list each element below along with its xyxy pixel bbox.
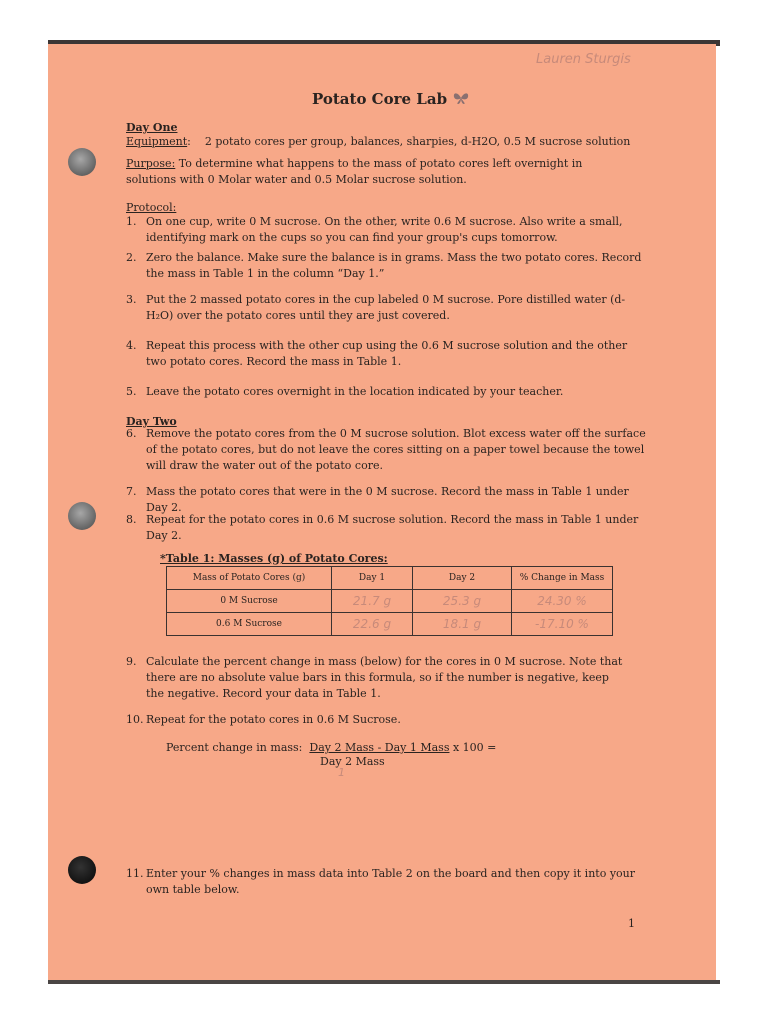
protocol-step-3: 3. Put the 2 massed potato cores in the cup labeled 0 M sucrose. Pore distilled water (d-H₂O) over the potato cores until they are just covered. (126, 293, 626, 322)
formula-numerator: Day 2 Mass - Day 1 Mass (309, 741, 450, 754)
table-header-cell: Day 2 (413, 567, 512, 590)
table-caption: *Table 1: Masses (g) of Potato Cores: (160, 552, 388, 565)
equipment-line: Equipment: 2 potato cores per group, balances, sharpies, d-H2O, 0.5 M sucrose solution (126, 135, 631, 148)
purpose-text: To determine what happens to the mass of potato cores left overnight in solutions with 0 Molar water and 0.5 Molar sucrose solution. (126, 157, 583, 186)
day-one-heading: Day One (126, 121, 178, 134)
page-title (312, 90, 470, 108)
worksheet-page (48, 44, 716, 980)
equipment-label: Equipment (126, 135, 188, 148)
protocol-label: Protocol: (126, 201, 177, 214)
equipment-text: 2 potato cores per group, balances, sharpies, d-H2O, 0.5 M sucrose solution (204, 135, 631, 148)
table-row (167, 590, 613, 613)
row-label: 0.6 M Sucrose (167, 613, 332, 636)
percent-change: -17.10 % (512, 613, 613, 636)
row-label: 0 M Sucrose (167, 590, 332, 613)
table-header-cell: Mass of Potato Cores (g) (167, 567, 332, 590)
page-shadow-bottom (48, 980, 720, 984)
protocol-step-5: 5. Leave the potato cores overnight in the location indicated by your teacher. (126, 385, 564, 398)
table-header-cell: % Change in Mass (512, 567, 613, 590)
table-row (167, 613, 613, 636)
step-11: 11. Enter your % changes in mass data into Table 2 on the board and then copy it into your own table below. (126, 867, 636, 896)
masses-table (166, 566, 613, 636)
formula-label: Percent change in mass: (166, 741, 303, 754)
day1-mass: 22.6 g (332, 613, 413, 636)
protocol-step-2: 2. Zero the balance. Make sure the balance is in grams. Mass the two potato cores. Record the mass in Table 1 in the column “Day 1.” (126, 251, 642, 280)
binder-hole (68, 148, 96, 176)
step-10: 10. Repeat for the potato cores in 0.6 M Sucrose. (126, 713, 401, 726)
protocol-step-1: 1. On one cup, write 0 M sucrose. On the other, write 0.6 M sucrose. Also write a small, identifying mark on the cups so you can find your group's cups tomorrow. (126, 215, 623, 244)
protocol-step-4: 4. Repeat this process with the other cup using the 0.6 M sucrose solution and the other two potato cores. Record the mass in Table 1. (126, 339, 628, 368)
binder-hole (68, 502, 96, 530)
purpose-label: Purpose: (126, 157, 176, 170)
table-header-row (167, 567, 613, 590)
day2-mass: 18.1 g (413, 613, 512, 636)
page-number: 1 (628, 917, 635, 930)
day1-mass: 21.7 g (332, 590, 413, 613)
formula-suffix: x 100 = (452, 741, 497, 754)
butterfly-icon (452, 91, 470, 105)
percent-change: 24.30 % (512, 590, 613, 613)
formula-denominator: Day 2 Mass (320, 755, 385, 768)
table-header-cell: Day 1 (332, 567, 413, 590)
handwritten-correction: 1 (338, 766, 345, 779)
binder-hole (68, 856, 96, 884)
title-text: Potato Core Lab (312, 90, 448, 108)
day-two-heading: Day Two (126, 415, 177, 428)
protocol-step-8: 8. Repeat for the potato cores in 0.6 M sucrose solution. Record the mass in Table 1 under Day 2. (126, 513, 639, 542)
signature: Lauren Sturgis (536, 52, 631, 67)
step-9: 9. Calculate the percent change in mass (below) for the cores in 0 M sucrose. Note that there are no absolute value bars in this formula, so if the number is negative, keep the negative. Record your data in Table 1. (126, 655, 623, 700)
protocol-step-7: 7. Mass the potato cores that were in the 0 M sucrose. Record the mass in Table 1 under Day 2. (126, 485, 629, 514)
protocol-step-6: 6. Remove the potato cores from the 0 M sucrose solution. Blot excess water off the surface of the potato cores, but do not leave the cores sitting on a paper towel because the towel will draw the water out of the potato core. (126, 427, 646, 472)
purpose-paragraph (126, 156, 636, 188)
day2-mass: 25.3 g (413, 590, 512, 613)
